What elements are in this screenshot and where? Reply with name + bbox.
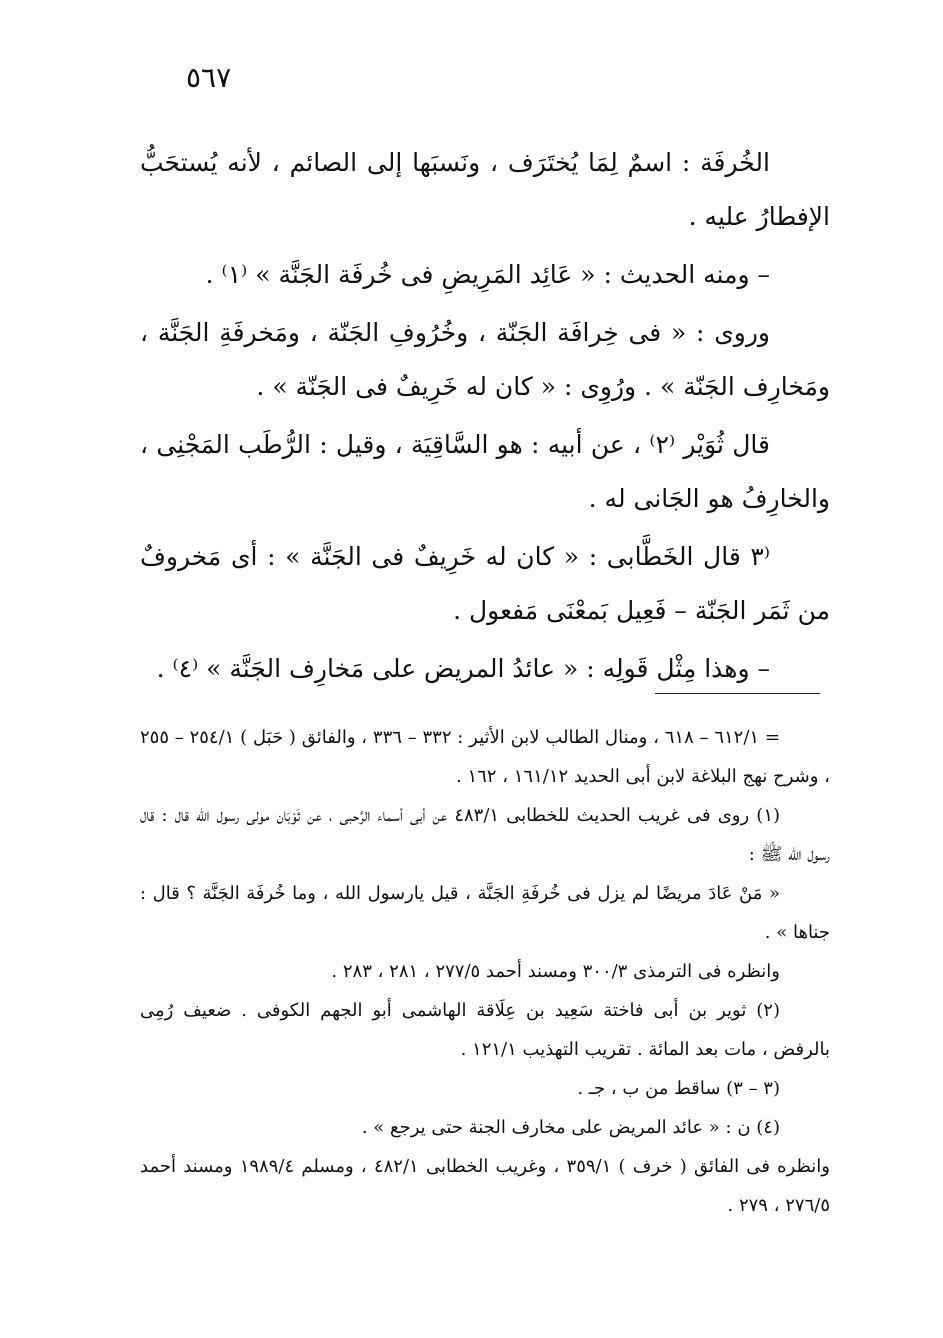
footnote-1: (١) روى فى غريب الحديث للخطابى ٤٨٣/١ عن أبى أسماء الرَّحبى ، عن ثَوْبَان مولى رسول الله قال : قال رسول الله ﷺ :	[140, 805, 830, 865]
footnote-4-references: وانظره فى الفائق ( خرف ) ٣٥٩/١ ، وغريب الخطابى ٤٨٢/١ ، ومسلم ١٩٨٩/٤ ومسند أحمد ٢٧٦/٥ ، ٢٧٩ .	[140, 1156, 830, 1216]
footnote-3: (٣ – ٣) ساقط من ب ، جـ .	[577, 1078, 780, 1099]
paragraph-variant-narrations: وروى : « فى خِرافَة الجَنّة ، وخُرُوفِ الجَنّة ، ومَخرفَةِ الجَنَّة ، ومَخارِف الجَنّة » . ورُوِى : « كان له خَرِيفٌ فى الجَنّة » .	[140, 318, 830, 401]
footnote-continuation: = ٦١٢/١ – ٦١٨ ، ومنال الطالب لابن الأثير : ٣٣٢ – ٣٣٦ ، والفائق ( حَبَل ) ٢٥٤/١ – ٢٥٥ ، وشرح نهج البلاغة لابن أبى الحديد ١٦١/١٢ ، ١٦٢ .	[140, 727, 830, 787]
paragraph-khurfa-definition: الخُرفَة : اسمٌ لِمَا يُختَرَف ، ونَسبَها إلى الصائم ، لأنه يُستحَبُّ الإفطارُ عليه .	[140, 148, 830, 231]
footnote-1-hadith-text: « مَنْ عَادَ مريضًا لم يزل فى خُرفَةِ الجَنَّة ، قيل يارسول الله ، وما خُرفَة الجَنَّة ؟ قال : جناها » .	[140, 883, 830, 943]
paragraph-khattabi-saying: ⁽٣ قال الخَطَّابى : « كان له خَرِيفٌ فى الجَنَّة » : أى مَخروفٌ من ثَمَر الجَنّة – فَعِيل بَمعْنَى مَفعول .	[140, 542, 830, 625]
main-text	[140, 136, 830, 700]
footnotes	[140, 718, 830, 1225]
paragraph-thuwayr-saying: قال ثُوَيْر ⁽٢⁾ ، عن أبيه : هو السَّاقِيَة ، وقيل : الرُّطَب المَجْنِى ، والخارِفُ هو الجَانى له .	[140, 430, 830, 513]
footnote-2: (٢) ثوير بن أبى فاختة سَعِيد بن عِلَاقة الهاشمى أبو الجهم الكوفى . ضعيف رُمِى بالرفض ، مات بعد المائة . تقريب التهذيب ١٢١/١ .	[140, 1000, 830, 1060]
footnote-1-references: وانظره فى الترمذى ٣٠٠/٣ ومسند أحمد ٢٧٧/٥ ، ٢٨١ ، ٢٨٣ .	[331, 961, 780, 982]
paragraph-makharif-al-janna: – وهذا مِثْل قَولِه : « عائدُ المريض على مَخارِف الجَنَّة » ⁽٤⁾ .	[156, 654, 770, 683]
footnote-4: (٤) ن : « عائد المريض على مخارف الجنة حتى يرجع » .	[361, 1117, 780, 1138]
page-number: ٥٦٧	[186, 61, 232, 94]
footnote-divider	[655, 693, 820, 694]
paragraph-hadith-khurfat-al-janna: – ومنه الحديث : « عَائِد المَرِيضِ فى خُرفَة الجَنَّة » ⁽١⁾ .	[205, 260, 770, 289]
